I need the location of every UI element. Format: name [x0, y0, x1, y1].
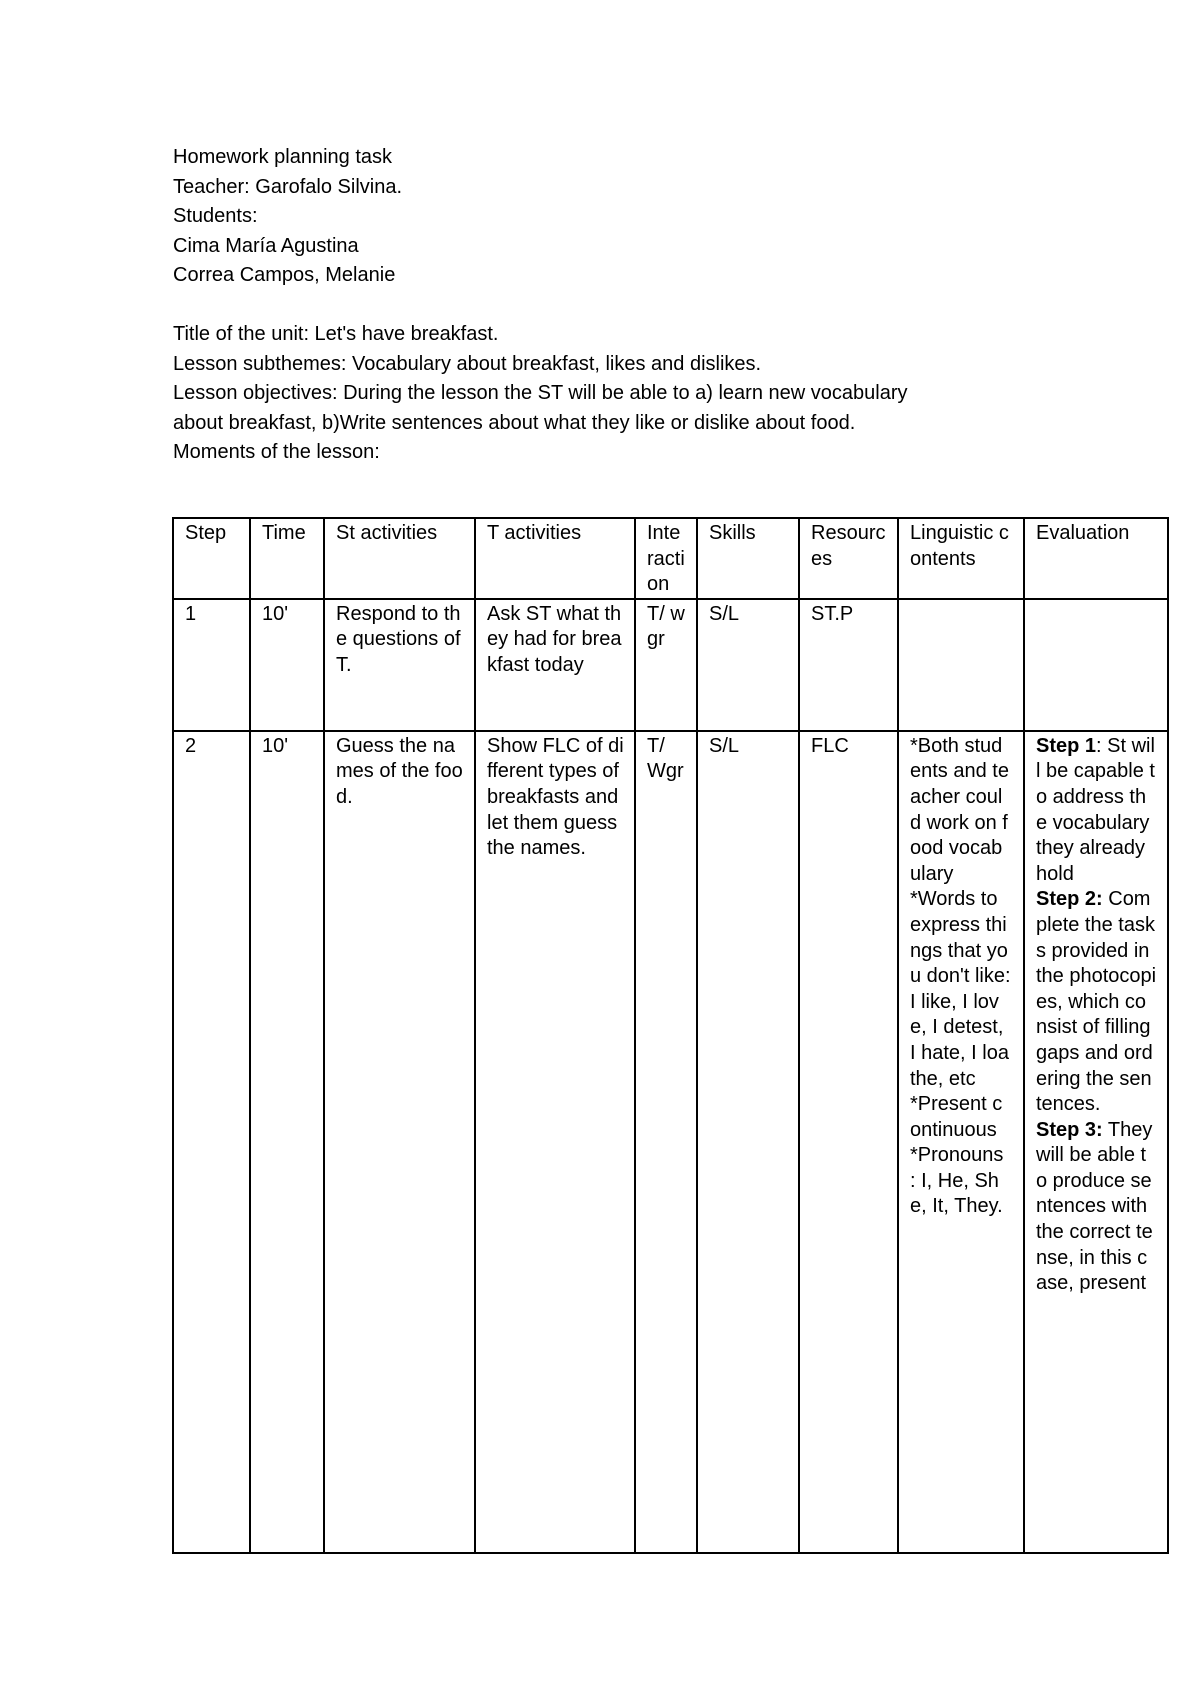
cell-resources: ST.P — [799, 599, 898, 731]
students-label: Students: — [173, 205, 258, 227]
linguistic-item: *Both students and teacher could work on food vocabulary — [910, 734, 1009, 885]
cell-t-activities: Ask ST what they had for breakfast today — [475, 599, 635, 731]
evaluation-step-3 — [1036, 1118, 1157, 1297]
cell-time: 10' — [250, 731, 324, 1553]
evaluation-step-2 — [1036, 887, 1157, 1117]
column-header-st-activities: St activities — [324, 518, 475, 599]
column-header-resources: Resources — [799, 518, 898, 599]
evaluation-step-text: : St will be capable to address the vocabulary they already hold — [1036, 734, 1155, 885]
linguistic-item: *Words to express things that you don't like: I like, I love, I detest, I hate, I loathe, etc — [910, 888, 1011, 1090]
cell-resources: FLC — [799, 731, 898, 1553]
evaluation-step-text: They will be able to produce sentences with the correct tense, in this case, present — [1036, 1118, 1153, 1295]
lesson-moments-label: Moments of the lesson: — [173, 441, 380, 463]
student-name-1: Cima María Agustina — [173, 234, 359, 257]
cell-linguistic-contents — [898, 599, 1024, 731]
column-header-time: Time — [250, 518, 324, 599]
cell-step: 2 — [173, 731, 250, 1553]
linguistic-item: *Pronouns : I, He, She, It, They. — [910, 1144, 1004, 1218]
evaluation-step-label: Step 1 — [1036, 734, 1097, 757]
column-header-t-activities: T activities — [475, 518, 635, 599]
cell-evaluation — [1024, 731, 1168, 1553]
column-header-interaction: Interaction — [635, 518, 697, 599]
evaluation-step-text: Complete the tasks provided in the photocopies, which consist of filling gaps and ordering the sentences. — [1036, 888, 1157, 1116]
column-header-linguistic-contents: Linguistic contents — [898, 518, 1024, 599]
cell-skills: S/L — [697, 731, 799, 1553]
unit-title: Title of the unit: Let's have breakfast. — [173, 323, 499, 345]
cell-time: 10' — [250, 599, 324, 731]
cell-evaluation — [1024, 599, 1168, 731]
lesson-objectives-line-2: about breakfast, b)Write sentences about what they like or dislike about food. — [173, 411, 856, 434]
teacher-name: Teacher: Garofalo Silvina. — [173, 175, 403, 198]
evaluation-step-label: Step 2: — [1036, 888, 1103, 911]
table-row — [173, 731, 1168, 1553]
evaluation-step-label: Step 3: — [1036, 1118, 1103, 1141]
column-header-skills: Skills — [697, 518, 799, 599]
cell-interaction: T/ wgr — [635, 599, 697, 731]
cell-step: 1 — [173, 599, 250, 731]
evaluation-step-1 — [1036, 734, 1157, 888]
lesson-plan-table — [172, 517, 1169, 1554]
student-name-2: Correa Campos, Melanie — [173, 264, 396, 286]
cell-st-activities: Respond to the questions of T. — [324, 599, 475, 731]
table-row — [173, 599, 1168, 731]
document-title: Homework planning task — [173, 146, 392, 168]
column-header-evaluation: Evaluation — [1024, 518, 1168, 599]
cell-interaction: T/ Wgr — [635, 731, 697, 1553]
document-header — [173, 143, 907, 468]
spacer — [173, 291, 907, 321]
cell-t-activities: Show FLC of different types of breakfasts and let them guess the names. — [475, 731, 635, 1553]
lesson-objectives-line-1: Lesson objectives: During the lesson the ST will be able to a) learn new vocabulary — [173, 382, 908, 404]
table-header-row — [173, 518, 1168, 599]
column-header-step: Step — [173, 518, 250, 599]
cell-st-activities: Guess the names of the food. — [324, 731, 475, 1553]
linguistic-item: *Present continuous — [910, 1093, 1003, 1141]
cell-linguistic-contents — [898, 731, 1024, 1553]
cell-skills: S/L — [697, 599, 799, 731]
lesson-subthemes: Lesson subthemes: Vocabulary about breakfast, likes and dislikes. — [173, 352, 762, 375]
